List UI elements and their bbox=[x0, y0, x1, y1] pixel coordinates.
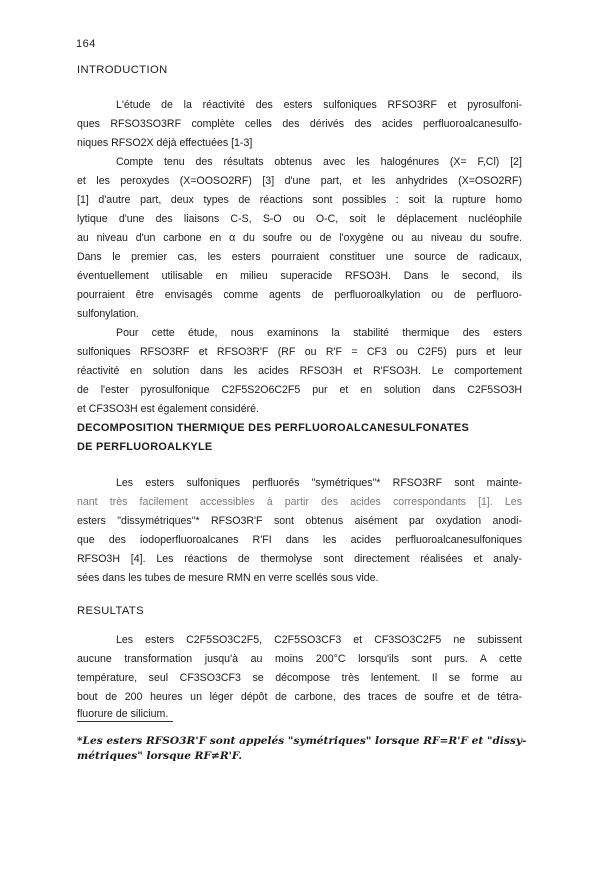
text-line: fluorure de silicium. bbox=[77, 708, 169, 720]
text-line: [1] d'autre part, deux types de réactions sont possibles : soit la rupture homo bbox=[77, 194, 522, 206]
page-number: 164 bbox=[76, 38, 96, 50]
text-line: ques RFSO3SO3RF complète celles des dérivés des acides perfluoroalcanesulfo- bbox=[77, 118, 522, 130]
footnote-divider bbox=[77, 721, 173, 722]
text-line: bout de 200 heures un léger dépôt de carbone, des traces de soufre et de tétra- bbox=[77, 691, 522, 703]
text-line: esters "dissymétriques"* RFSO3R'F sont obtenus aisément par oxydation anodi- bbox=[77, 515, 522, 527]
text-line: L'étude de la réactivité des esters sulfoniques RFSO3RF et pyrosulfoni- bbox=[116, 99, 522, 111]
text-line: et CF3SO3H est également considéré. bbox=[77, 403, 259, 415]
footnote-line: *Les esters RFSO3R'F sont appelés "symétriques" lorsque RF=R'F et "dissy- bbox=[77, 735, 527, 747]
text-line: et les peroxydes (X=OOSO2RF) [3] d'une part, et les anhydrides (X=OSO2RF) bbox=[77, 175, 522, 187]
section-title-line: DE PERFLUOROALKYLE bbox=[77, 441, 213, 453]
text-line: nant très facilement accessibles à partir des acides correspondants [1]. Les bbox=[77, 496, 522, 508]
text-line: que des iodoperfluoroalcanes R'FI dans les acides perfluoroalcanesulfoniques bbox=[77, 534, 522, 546]
text-line: sées dans les tubes de mesure RMN en verre scellés sous vide. bbox=[77, 572, 379, 584]
text-line: lytique d'une des liaisons C-S, S-O ou O-C, soit le déplacement nucléophile bbox=[77, 213, 522, 225]
text-line: Pour cette étude, nous examinons la stabilité thermique des esters bbox=[116, 327, 522, 339]
text-line: température, seul CF3SO3CF3 se décompose très lentement. Il se forme au bbox=[77, 672, 522, 684]
text-line: de l'ester pyrosulfonique C2F5S2O6C2F5 pur et en solution dans C2F5SO3H bbox=[77, 384, 522, 396]
text-line: Compte tenu des résultats obtenus avec les halogénures (X= F,Cl) [2] bbox=[116, 156, 522, 168]
text-line: RFSO3H [4]. Les réactions de thermolyse sont directement réalisées et analy- bbox=[77, 553, 522, 565]
section-title-line: DECOMPOSITION THERMIQUE DES PERFLUOROALCANESULFONATES bbox=[77, 422, 470, 434]
text-line: niques RFSO2X déjà effectuées [1-3] bbox=[77, 137, 253, 149]
text-line: pourraient être envisagés comme agents de perfluoroalkylation ou de perfluoro- bbox=[77, 289, 522, 301]
text-line: Les esters sulfoniques perfluorés "symétriques"* RFSO3RF sont mainte- bbox=[116, 477, 522, 489]
text-line: aucune transformation jusqu'à au moins 200°C lorsqu'ils sont purs. A cette bbox=[77, 653, 522, 665]
footnote-line: métriques" lorsque RF≠R'F. bbox=[77, 750, 243, 762]
text-line: sulfoniques RFSO3RF et RFSO3R'F (RF ou R'F = CF3 ou C2F5) purs et leur bbox=[77, 346, 522, 358]
text-line: Les esters C2F5SO3C2F5, C2F5SO3CF3 et CF3SO3C2F5 ne subissent bbox=[116, 634, 522, 646]
section-heading-resultats: RESULTATS bbox=[77, 605, 145, 617]
text-line: sulfonylation. bbox=[77, 308, 139, 320]
text-line: éventuellement utilisable en milieu superacide RFSO3H. Dans le second, ils bbox=[77, 270, 522, 282]
text-line: Dans le premier cas, les esters pourraient constituer une source de radicaux, bbox=[77, 251, 522, 263]
text-line: au niveau d'un carbone en α du soufre ou de l'oxygène ou au niveau du soufre. bbox=[77, 232, 522, 244]
text-line: réactivité en solution dans les acides RFSO3H et R'FSO3H. Le comportement bbox=[77, 365, 522, 377]
section-heading-introduction: INTRODUCTION bbox=[77, 64, 168, 76]
